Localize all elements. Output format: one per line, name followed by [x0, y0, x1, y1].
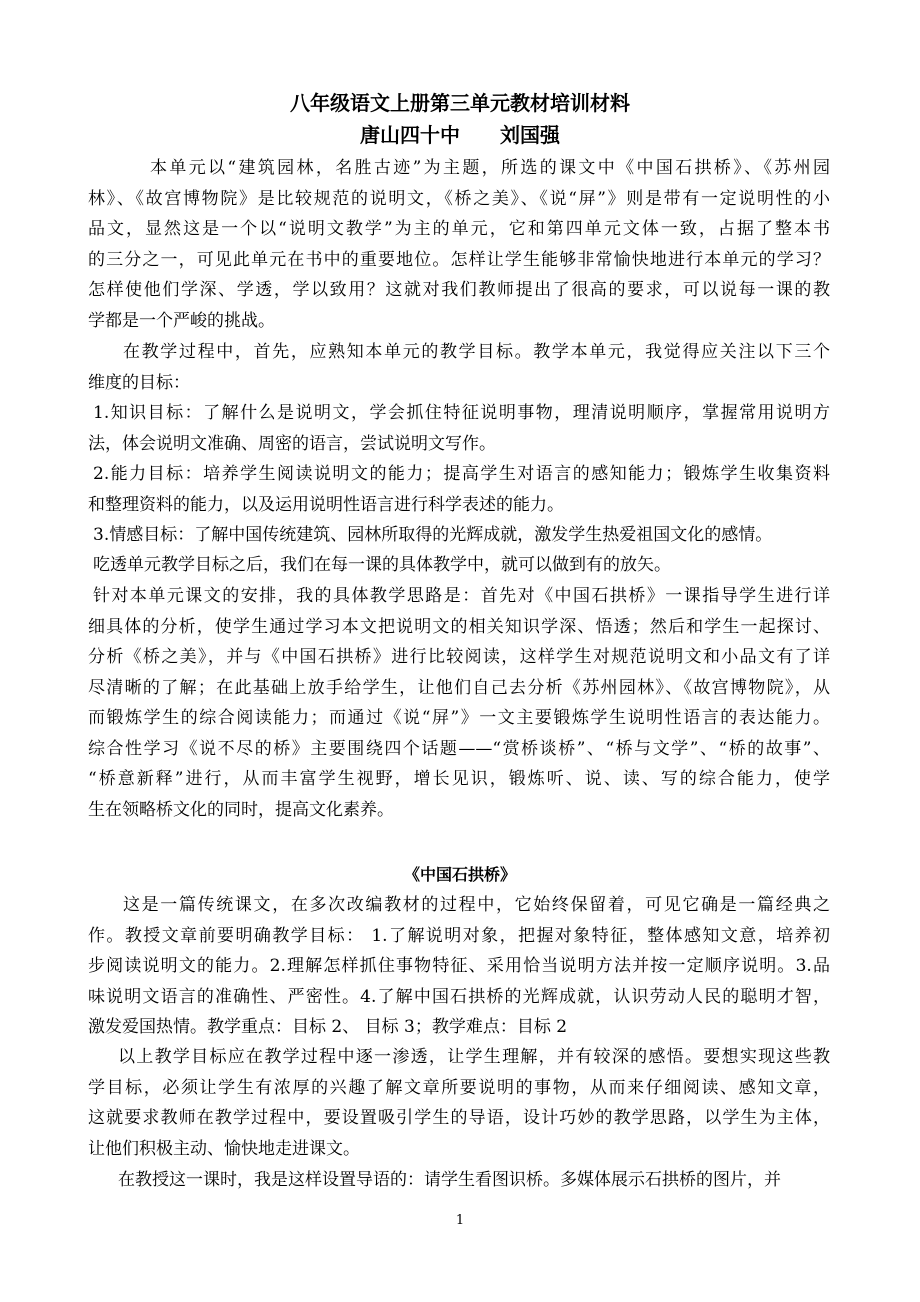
paragraph-line: 步阅读说明文的能力。2.理解怎样抓住事物特征、采用恰当说明方法并按一定顺序说明。3.品: [88, 956, 830, 976]
paragraph-line: 在教学过程中，首先，应熟知本单元的教学目标。教学本单元，我觉得应关注以下三个: [123, 342, 830, 362]
document-title: 八年级语文上册第三单元教材培训材料: [290, 91, 630, 115]
paragraph-line: 味说明文语言的准确性、严密性。4.了解中国石拱桥的光辉成就，认识劳动人民的聪明才智，: [88, 986, 830, 1007]
paragraph-line: “桥意新释”进行，从而丰富学生视野，增长见识，锻炼听、说、读、写的综合能力，使学: [88, 769, 830, 789]
paragraph-line: 和整理资料的能力，以及运用说明性语言进行科学表述的能力。: [88, 494, 564, 515]
paragraph-line: 这是一篇传统课文，在多次改编教材的过程中，它始终保留着，可见它确是一篇经典之: [123, 895, 830, 915]
page-number: 1: [455, 1213, 465, 1228]
paragraph-line: 分析《桥之美》，并与《中国石拱桥》进行比较阅读，这样学生对规范说明文和小品文有了详: [88, 647, 830, 667]
paragraph-line: 的三分之一，可见此单元在书中的重要地位。怎样让学生能够非常愉快地进行本单元的学习？: [88, 249, 830, 270]
paragraph-line: 品文，显然这是一个以“说明文教学”为主的单元，它和第四单元文体一致，占据了整本书: [88, 219, 830, 239]
paragraph-line: 1.知识目标：了解什么是说明文，学会抓住特征说明事物，理清说明顺序，掌握常用说明方: [93, 403, 830, 423]
paragraph-line: 3.情感目标：了解中国传统建筑、园林所取得的光辉成就，激发学生热爱祖国文化的感情。: [93, 525, 773, 545]
document-author: 唐山四十中 刘国强: [360, 123, 560, 147]
paragraph-line: 林》、《故宫博物院》是比较规范的说明文，《桥之美》、《说“屏”》则是带有一定说明性的小: [88, 188, 830, 209]
paragraph-line: 这就要求教师在教学过程中，要设置吸引学生的导语，设计巧妙的教学思路，以学生为主体，: [88, 1108, 830, 1128]
paragraph-line: 学目标，必须让学生有浓厚的兴趣了解文章所要说明的事物，从而来仔细阅读、感知文章，: [88, 1077, 830, 1098]
paragraph-line: 作。教授文章前要明确教学目标： 1.了解说明对象，把握对象特征，整体感知文意，培养初: [88, 925, 830, 946]
paragraph-line: 细具体的分析，使学生通过学习本文把说明文的相关知识学深、悟透；然后和学生一起探讨、: [88, 616, 830, 637]
paragraph-line: 而锻炼学生的综合阅读能力；而通过《说“屏”》一文主要锻炼学生说明性语言的表达能力。: [88, 708, 830, 728]
paragraph-line: 在教授这一课时，我是这样设置导语的：请学生看图识桥。多媒体展示石拱桥的图片，并: [118, 1170, 781, 1190]
paragraph-line: 针对本单元课文的安排，我的具体教学思路是：首先对《中国石拱桥》一课指导学生进行详: [93, 586, 830, 606]
paragraph-line: 激发爱国热情。教学重点：目标 2、 目标 3；教学难点：目标 2: [88, 1017, 568, 1037]
paragraph-line: 综合性学习《说不尽的桥》主要围绕四个话题——“赏桥谈桥”、“桥与文学”、“桥的故事”、: [88, 738, 830, 759]
paragraph-line: 生在领略桥文化的同时，提高文化素养。: [88, 799, 394, 820]
section-heading: 《中国石拱桥》: [403, 865, 516, 884]
paragraph-line: 尽清晰的了解；在此基础上放手给学生，让他们自己去分析《苏州园林》、《故宫博物院》，从: [88, 677, 830, 698]
paragraph-line: 让他们积极主动、愉快地走进课文。: [88, 1138, 360, 1159]
paragraph-line: 以上教学目标应在教学过程中逐一渗透，让学生理解，并有较深的感悟。要想实现这些教: [118, 1047, 830, 1067]
paragraph-line: 2.能力目标：培养学生阅读说明文的能力；提高学生对语言的感知能力；锻炼学生收集资料: [93, 464, 830, 484]
paragraph-line: 吃透单元教学目标之后，我们在每一课的具体教学中，就可以做到有的放矢。: [93, 555, 671, 575]
paragraph-line: 学都是一个严峻的挑战。: [88, 310, 275, 331]
paragraph-line: 怎样使他们学深、学透，学以致用？这就对我们教师提出了很高的要求，可以说每一课的教: [88, 280, 830, 300]
paragraph-line: 维度的目标：: [88, 372, 190, 393]
paragraph-line: 法，体会说明文准确、周密的语言，尝试说明文写作。: [88, 433, 496, 454]
paragraph-line: 本单元以“建筑园林，名胜古迹”为主题，所选的课文中《中国石拱桥》、《苏州园: [150, 158, 830, 178]
